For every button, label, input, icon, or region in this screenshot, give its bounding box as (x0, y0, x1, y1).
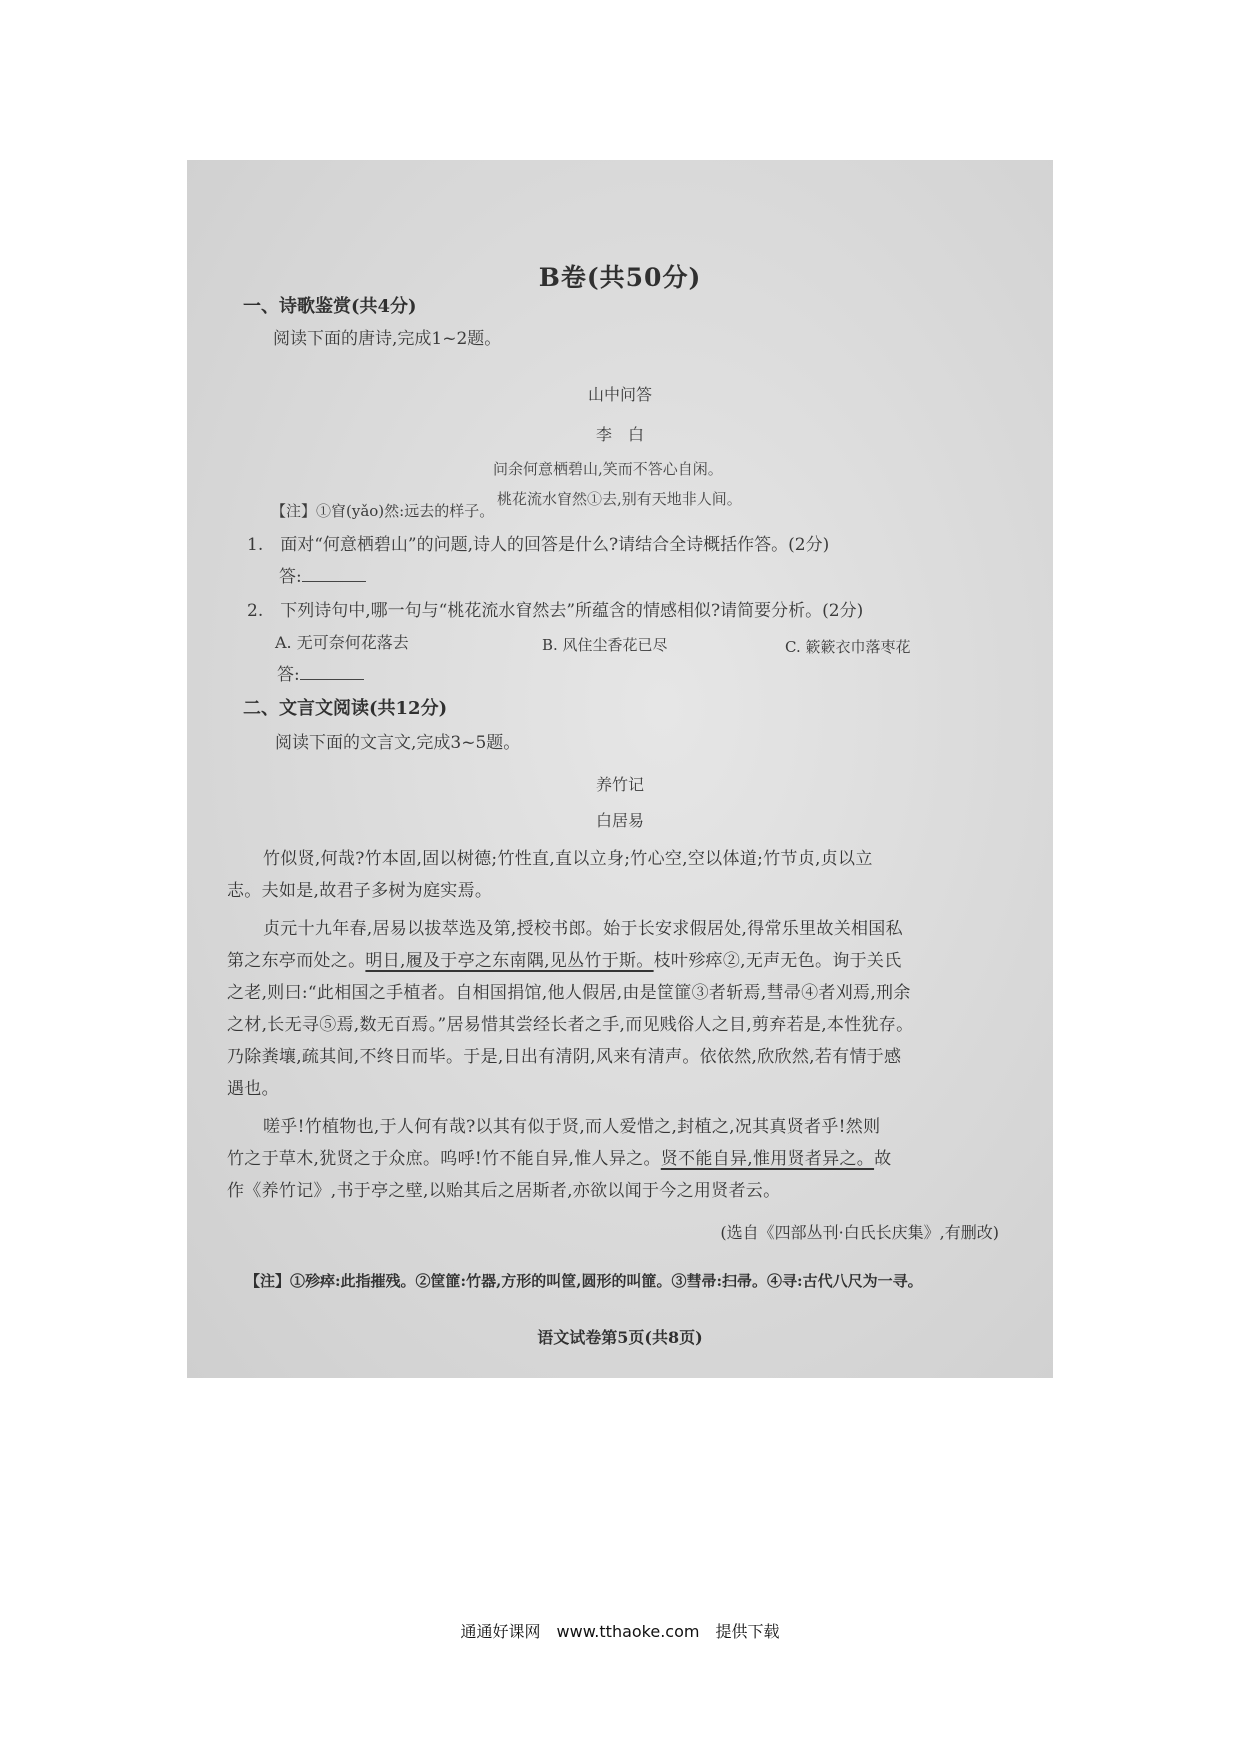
section1-heading: 一、诗歌鉴赏(共4分) (243, 296, 417, 317)
essay-text: 故 (874, 1149, 892, 1169)
underlined-sentence: 贤不能自异,惟用贤者异之。 (660, 1149, 875, 1169)
essay-author: 白居易 (595, 811, 644, 830)
site-credit: 通通好课网 www.tthaoke.com 提供下载 (460, 1622, 780, 1641)
answer-label: 答: (277, 665, 300, 685)
poem-line-1: 问余何意栖碧山,笑而不答心自闲。 (493, 460, 723, 478)
section2-heading: 二、文言文阅读(共12分) (243, 698, 448, 719)
essay-line: 志。夫如是,故君子多树为庭实焉。 (227, 881, 493, 901)
essay-line: 竹似贤,何哉?竹本固,固以树德;竹性直,直以立身;竹心空,空以体道;竹节贞,贞以立 (263, 849, 873, 869)
question-1: 1. 面对“何意栖碧山”的问题,诗人的回答是什么?请结合全诗概括作答。(2分) (247, 535, 830, 555)
essay-line: 之材,长无寻⑤焉,数无百焉。”居易惜其尝经长者之手,而见贱俗人之目,剪弃若是,本性犹存。 (227, 1015, 914, 1035)
poem-title: 山中问答 (587, 385, 652, 404)
essay-line: 遇也。 (227, 1079, 279, 1099)
option-b: B. 风住尘香花已尽 (542, 636, 668, 654)
question-2-answer (277, 660, 364, 685)
option-c: C. 簌簌衣巾落枣花 (785, 638, 911, 656)
poem-author: 李 白 (595, 425, 644, 444)
essay-line: 乃除粪壤,疏其间,不终日而毕。于是,日出有清阴,风来有清声。依依然,欣欣然,若有情于感 (227, 1047, 902, 1067)
essay-source: (选自《四部丛刊·白氏长庆集》,有删改) (720, 1223, 999, 1242)
essay-line: 作《养竹记》,书于亭之壁,以贻其后之居斯者,亦欲以闻于今之用贤者云。 (227, 1181, 781, 1201)
essay-annotation: 【注】①殄瘁:此指摧残。②筐篚:竹器,方形的叫筐,圆形的叫篚。③彗帚:扫帚。④寻:古代八尺为一寻。 (245, 1272, 923, 1290)
essay-text: 枝叶殄瘁②,无声无色。询于关氏 (653, 951, 902, 971)
poem-line-2: 桃花流水窅然①去,别有天地非人间。 (497, 490, 742, 508)
essay-title: 养竹记 (595, 775, 644, 794)
answer-label: 答: (279, 567, 302, 587)
answer-blank (302, 567, 366, 582)
question-2: 2. 下列诗句中,哪一句与“桃花流水窅然去”所蕴含的情感相似?请简要分析。(2分) (247, 601, 864, 621)
answer-blank (300, 665, 364, 680)
essay-line (227, 1144, 891, 1169)
essay-line: 之老,则曰:“此相国之手植者。自相国捐馆,他人假居,由是筐篚③者斩焉,彗帚④者刈焉,刑余 (227, 983, 911, 1003)
option-a: A. 无可奈何花落去 (275, 633, 409, 652)
essay-line: 贞元十九年春,居易以拔萃选及第,授校书郎。始于长安求假居处,得常乐里故关相国私 (263, 919, 903, 939)
essay-line (227, 946, 902, 971)
page-number: 语文试卷第5页(共8页) (537, 1328, 703, 1347)
essay-text: 第之东亭而处之。 (227, 951, 366, 971)
section1-instruction: 阅读下面的唐诗,完成1~2题。 (273, 329, 502, 349)
paper-title: B卷(共50分) (538, 263, 702, 292)
poem-note: 【注】①窅(yǎo)然:远去的样子。 (271, 502, 495, 520)
underlined-sentence: 明日,履及于亭之东南隅,见丛竹于斯。 (365, 951, 654, 971)
scanned-exam-page (187, 160, 1053, 1378)
section2-instruction: 阅读下面的文言文,完成3~5题。 (275, 733, 521, 753)
essay-text: 竹之于草木,犹贤之于众庶。呜呼!竹不能自异,惟人异之。 (227, 1149, 661, 1169)
essay-line: 嗟乎!竹植物也,于人何有哉?以其有似于贤,而人爱惜之,封植之,况其真贤者乎!然则 (263, 1117, 881, 1137)
question-1-answer (279, 562, 366, 587)
